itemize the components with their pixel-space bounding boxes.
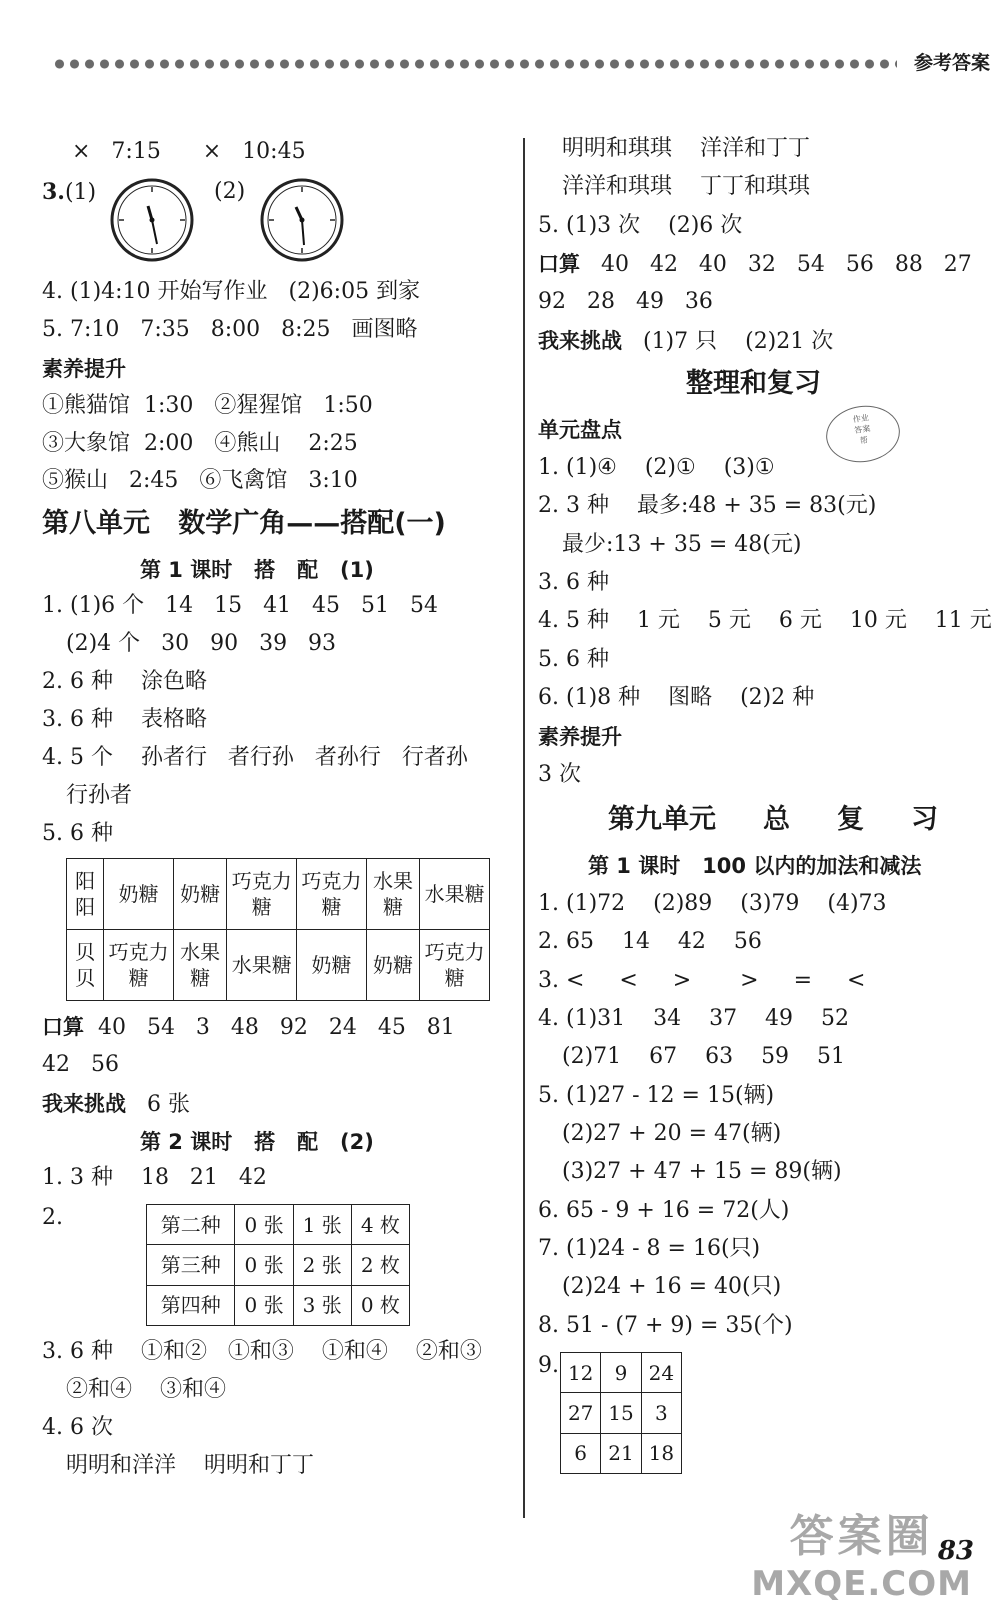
page-number: 83	[937, 1536, 974, 1566]
unit9-answer-3: 3. < < > > = <	[538, 968, 866, 993]
clock-face-1	[110, 178, 194, 262]
lesson2-answer-1: 1. 3 种 18 21 42	[42, 1165, 267, 1190]
grid-cell: 24	[641, 1353, 681, 1393]
table-cell: 3 张	[293, 1285, 351, 1325]
lesson2-answer-3b: ②和④ ③和④	[66, 1377, 226, 1402]
table-cell: 奶糖	[297, 930, 367, 1001]
column-divider	[523, 138, 525, 1518]
section-unit-pandian: 单元盘点	[538, 418, 622, 442]
table-cell: 第三种	[147, 1245, 235, 1285]
lesson2-answer-4b: 明明和洋洋 明明和丁丁	[66, 1453, 314, 1478]
unit9-answer-8: 8. 51 - (7 + 9) = 35(个)	[538, 1313, 793, 1338]
table-cell: 1 张	[293, 1205, 351, 1245]
review-answer-2b: 最少:13 + 35 = 48(元)	[562, 532, 802, 557]
grid-cell: 27	[561, 1393, 601, 1433]
section-suyang: 素养提升	[42, 357, 126, 381]
grid-cell: 12	[561, 1353, 601, 1393]
suyang-line-1: ①熊猫馆 1:30 ②猩猩馆 1:50	[42, 393, 373, 418]
kousuan-values-right-2: 92 28 49 36	[538, 289, 713, 314]
kousuan-values-2: 42 56	[42, 1052, 119, 1077]
kousuan-values-right: 40 42 40 32 54 56 88 27	[580, 252, 972, 277]
clock-face-2	[260, 178, 344, 262]
lesson2-title: 第 2 课时 搭 配 (2)	[140, 1130, 374, 1154]
lesson1-answer-4: 4. 5 个 孙者行 者行孙 者孙行 行者孙	[42, 745, 468, 770]
q3-part1-label: (1)	[64, 180, 97, 205]
table-cell: 奶糖	[366, 930, 419, 1001]
table-cell: 水果糖	[366, 859, 419, 930]
lesson2-answer-3: 3. 6 种 ①和② ①和③ ①和④ ②和③	[42, 1339, 482, 1364]
pair-line-2: 洋洋和琪琪 丁丁和琪琪	[562, 174, 810, 199]
table-cell: 0 张	[235, 1245, 293, 1285]
review-answer-3: 3. 6 种	[538, 570, 609, 595]
table-cell: 贝贝	[67, 930, 104, 1001]
grid-cell: 18	[641, 1433, 681, 1473]
section-suyang-right: 素养提升	[538, 725, 622, 749]
minute-hand	[302, 220, 304, 245]
table-cell: 奶糖	[173, 859, 226, 930]
table-cell: 水果糖	[227, 930, 297, 1001]
review-answer-4: 4. 5 种 1 元 5 元 6 元 10 元 11 元	[538, 608, 992, 633]
answer-4: 4. (1)4:10 开始写作业 (2)6:05 到家	[42, 279, 421, 304]
challenge-value: 6 张	[126, 1092, 190, 1117]
suyang-line-2: ③大象馆 2:00 ④熊山 2:25	[42, 431, 358, 456]
table-cell: 第二种	[147, 1205, 235, 1245]
unit9-answer-9: 9.	[538, 1353, 559, 1378]
table-cell: 0 枚	[351, 1285, 409, 1325]
lesson1-answer-4b: 行孙者	[66, 783, 133, 808]
table-cell: 2 张	[293, 1245, 351, 1285]
q3-label: 3.	[42, 179, 65, 205]
table-cell: 水果糖	[420, 859, 490, 930]
unit9-answer-7: 7. (1)24 - 8 = 16(只)	[538, 1236, 761, 1261]
table-cell: 巧克力糖	[227, 859, 297, 930]
minute-hand	[152, 220, 157, 244]
table-cell: 水果糖	[173, 930, 226, 1001]
review-answer-6: 6. (1)8 种 图略 (2)2 种	[538, 685, 815, 710]
review-title: 整理和复习	[686, 368, 821, 399]
grid-cell: 9	[601, 1353, 641, 1393]
table-cell: 奶糖	[104, 859, 174, 930]
lesson9-title: 第 1 课时 100 以内的加法和减法	[588, 854, 922, 878]
grid-cell: 3	[641, 1393, 681, 1433]
lesson2-answer-2: 2.	[42, 1205, 63, 1230]
table-cell: 4 枚	[351, 1205, 409, 1245]
review-answer-5: 5. 6 种	[538, 647, 609, 672]
grid-cell: 6	[561, 1433, 601, 1473]
challenge-value-right: (1)7 只 (2)21 次	[622, 329, 834, 354]
kousuan-label: 口算	[42, 1015, 84, 1039]
table-cell: 巧克力糖	[420, 930, 490, 1001]
grid-cell: 15	[601, 1393, 641, 1433]
lesson2-answer-4: 4. 6 次	[42, 1415, 113, 1440]
review-answer-1: 1. (1)④ (2)① (3)①	[538, 455, 775, 480]
lesson1-title: 第 1 课时 搭 配 (1)	[140, 558, 374, 582]
suyang-line-3: ⑤猴山 2:45 ⑥飞禽馆 3:10	[42, 468, 358, 493]
unit9-answer-6: 6. 65 - 9 + 16 = 72(人)	[538, 1198, 790, 1223]
lesson1-answer-1: 1. (1)6 个 14 15 41 45 51 54	[42, 593, 438, 618]
unit9-answer-5b: (2)27 + 20 = 47(辆)	[562, 1121, 782, 1146]
clock-times-line: × 7:15 × 10:45	[72, 139, 306, 164]
unit9-answer-5: 5. (1)27 - 12 = 15(辆)	[538, 1083, 775, 1108]
suyang-value-right: 3 次	[538, 762, 581, 787]
lesson1-answer-2: 2. 6 种 涂色略	[42, 669, 207, 694]
table-cell: 巧克力糖	[297, 859, 367, 930]
kousuan-values: 40 54 3 48 92 24 45 81	[84, 1015, 455, 1040]
unit9-answer-4: 4. (1)31 34 37 49 52	[538, 1006, 850, 1031]
table-cell: 阳阳	[67, 859, 104, 930]
table-cell: 巧克力糖	[104, 930, 174, 1001]
unit9-answer-4b: (2)71 67 63 59 51	[562, 1044, 846, 1069]
grid-cell: 21	[601, 1433, 641, 1473]
lesson1-answer-3: 3. 6 种 表格略	[42, 707, 207, 732]
answer-5-right: 5. (1)3 次 (2)6 次	[538, 213, 743, 238]
header-title: 参考答案	[913, 52, 990, 74]
table-cell: 2 枚	[351, 1245, 409, 1285]
unit8-title: 第八单元 数学广角——搭配(一)	[42, 508, 446, 539]
combo-table	[146, 1204, 410, 1326]
candy-table	[66, 858, 490, 1001]
kousuan-label-right: 口算	[538, 252, 580, 276]
magic-square	[560, 1352, 682, 1474]
table-cell: 0 张	[235, 1205, 293, 1245]
table-cell: 第四种	[147, 1285, 235, 1325]
stamp-seal: 作业 答案 帮	[822, 401, 903, 467]
q3-part2-label: (2)	[214, 179, 246, 204]
unit9-answer-1: 1. (1)72 (2)89 (3)79 (4)73	[538, 891, 887, 916]
lesson1-answer-1b: (2)4 个 30 90 39 93	[66, 631, 337, 656]
unit9-answer-2: 2. 65 14 42 56	[538, 929, 762, 954]
answer-5: 5. 7:10 7:35 8:00 8:25 画图略	[42, 317, 418, 342]
unit9-title: 第九单元 总 复 习	[608, 804, 938, 835]
review-answer-2: 2. 3 种 最多:48 + 35 = 83(元)	[538, 493, 877, 518]
watermark-line-2: MXQE.COM	[751, 1564, 972, 1604]
pair-line-1: 明明和琪琪 洋洋和丁丁	[562, 136, 810, 161]
unit9-answer-7b: (2)24 + 16 = 40(只)	[562, 1274, 782, 1299]
table-cell: 0 张	[235, 1285, 293, 1325]
lesson1-answer-5: 5. 6 种	[42, 821, 113, 846]
challenge-label: 我来挑战	[42, 1092, 126, 1116]
watermark-line-1: 答案圈	[789, 1511, 934, 1562]
header-dots	[52, 56, 897, 72]
challenge-label-right: 我来挑战	[538, 329, 622, 353]
unit9-answer-5c: (3)27 + 47 + 15 = 89(辆)	[562, 1159, 842, 1184]
